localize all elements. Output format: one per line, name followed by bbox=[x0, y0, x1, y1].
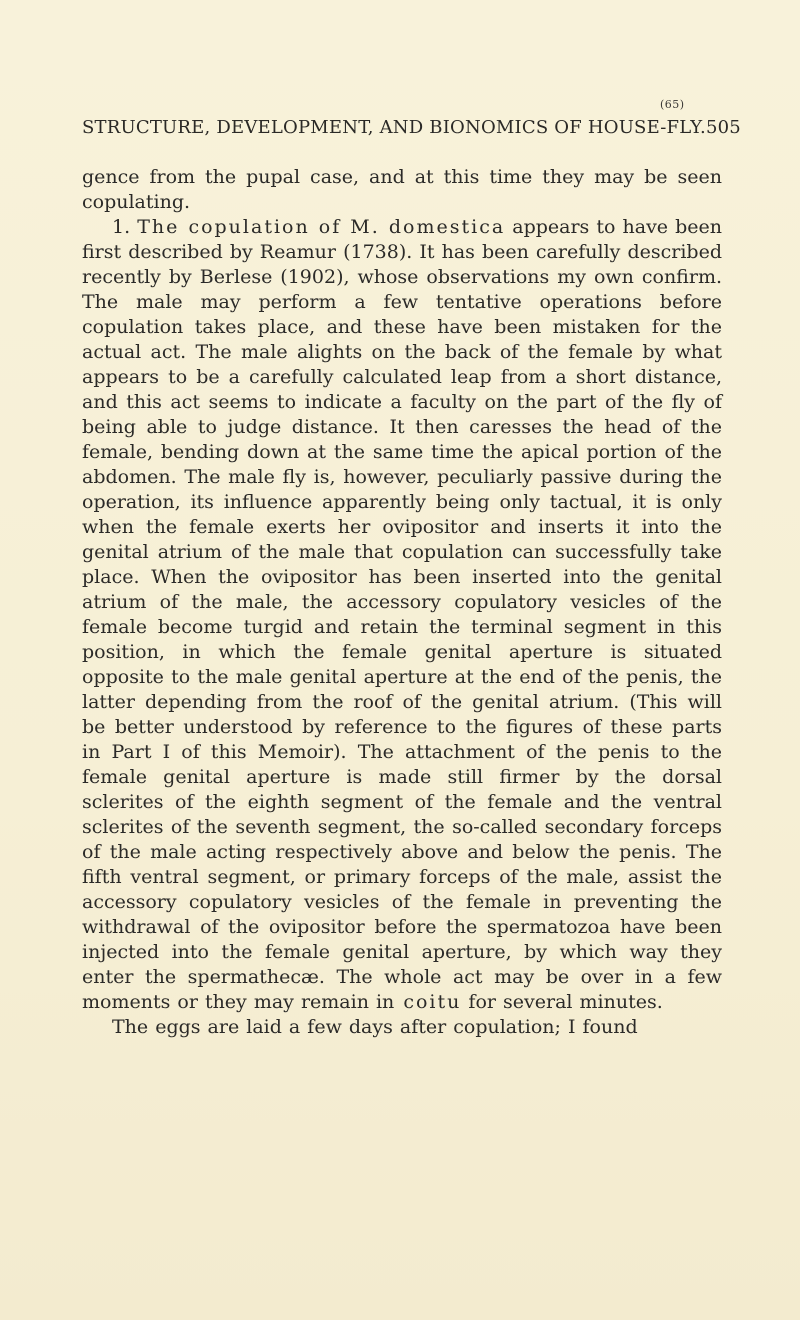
paragraph-body: appears to have been first described by Reamur (1738). It has been carefully described recently by Berlese (1902), whose observations my own confirm. The male may perform a few tentative operations before copulation takes place, and these have been mistaken for the actual act. The male alights on the back of the female by what appears to be a carefully calculated leap from a short distance, and this act seems to indicate a faculty on the part of the fly of being able to judge distance. It then caresses the head of the female, bending down at the same time the apical portion of the abdomen. The male fly is, however, peculiarly passive during the operation, its influence apparently being only tactual, it is only when the female exerts her ovipositor and inserts it into the genital atrium of the male that copulation can successfully take place. When the ovipositor has been inserted into the genital atrium of the male, the accessory copulatory vesicles of the female become turgid and retain the terminal segment in this position, in which the female genital aperture is situated opposite to the male genital aperture at the end of the penis, the latter depending from the roof of the genital atrium. (This will be better understood by reference to the figures of these parts in Part I of this Memoir). The attachment of the penis to the female genital aperture is made still firmer by the dorsal sclerites of the eighth segment of the female and the ventral sclerites of the seventh segment, the so-called secondary forceps of the male acting respectively above and below the penis. The fifth ventral segment, or primary forceps of the male, assist the accessory copulatory vesicles of the female in preventing the withdrawal of the ovipositor before the spermatozoa have been injected into the female genital aperture, by which way they enter the spermathecæ. The whole act may be over in a few moments or they may remain in bbox=[82, 216, 722, 1013]
paragraph-continuation: gence from the pupal case, and at this time they may be seen copulating. bbox=[82, 166, 722, 213]
running-title: STRUCTURE, DEVELOPMENT, AND BIONOMICS OF HOUSE-FLY. bbox=[82, 117, 706, 138]
latin-term: coitu bbox=[394, 991, 462, 1013]
paragraph-copulation bbox=[82, 215, 722, 1015]
running-head bbox=[82, 117, 741, 138]
page-number: 505 bbox=[705, 117, 741, 138]
body-text bbox=[82, 165, 722, 1040]
paragraph-number: 1. bbox=[112, 216, 131, 238]
paragraph-tail: for several minutes. bbox=[461, 991, 663, 1013]
paragraph-lead: The copulation of M. domestica bbox=[137, 216, 506, 238]
figure-reference: (65) bbox=[660, 98, 685, 111]
paragraph-eggs: The eggs are laid a few days after copulation; I found bbox=[112, 1016, 638, 1038]
